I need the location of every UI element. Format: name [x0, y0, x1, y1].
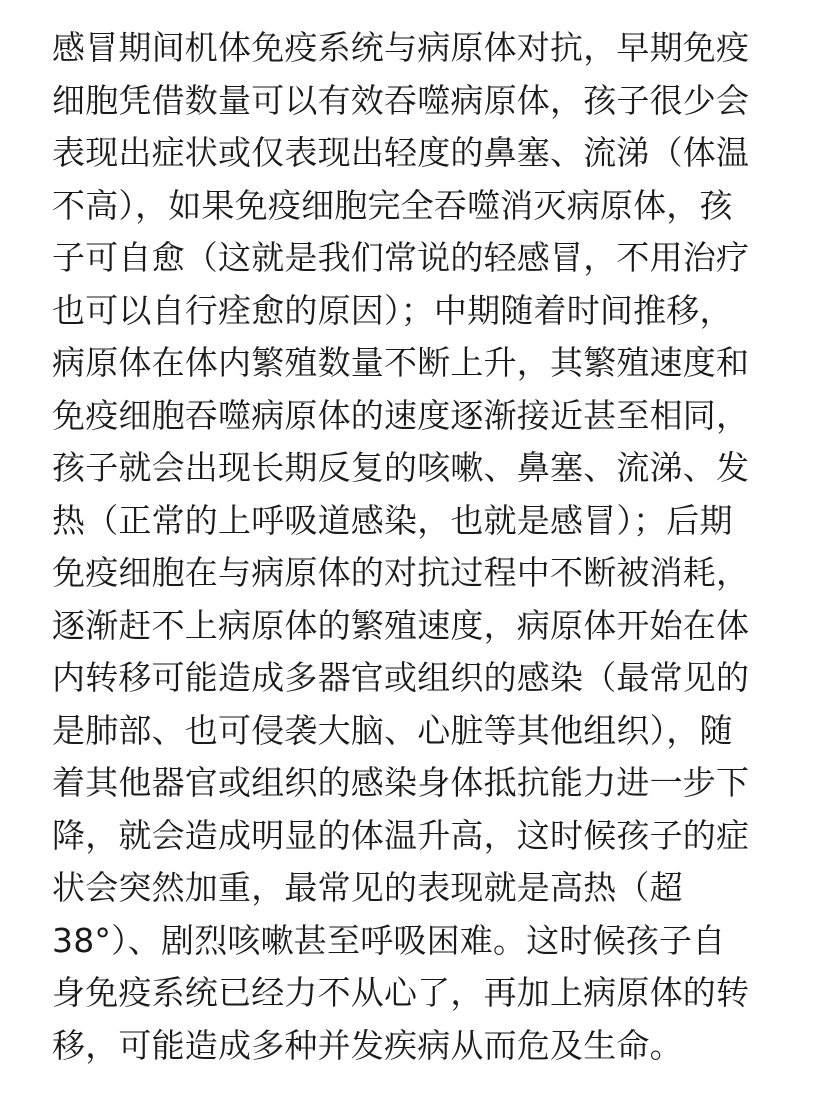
text-line: 降，就会造成明显的体温升高，这时候孩子的症 — [52, 815, 750, 855]
text-line: 免疫细胞吞噬病原体的速度逐渐接近甚至相同， — [52, 395, 750, 435]
text-line: 表现出症状或仅表现出轻度的鼻塞、流涕（体温 — [52, 133, 750, 172]
text-line: 38°）、剧烈咳嗽甚至呼吸困难。这时候孩子自 — [52, 920, 726, 960]
text-line: 是肺部、也可侵袭大脑、心脏等其他组织），随 — [52, 710, 733, 750]
text-line: 热（正常的上呼吸道感染，也就是感冒）；后期 — [52, 500, 733, 540]
text-line: 孩子就会出现长期反复的咳嗽、鼻塞、流涕、发 — [52, 448, 750, 487]
text-line: 不高），如果免疫细胞完全吞噬消灭病原体，孩 — [52, 185, 733, 225]
article-text — [52, 22, 792, 1072]
text-line: 状会突然加重，最常见的表现就是高热（超 — [52, 868, 683, 907]
text-line: 内转移可能造成多器官或组织的感染（最常见的 — [52, 658, 750, 697]
text-line: 细胞凭借数量可以有效吞噬病原体，孩子很少会 — [52, 80, 750, 120]
text-line: 逐渐赶不上病原体的繁殖速度，病原体开始在体 — [52, 605, 750, 645]
text-line: 着其他器官或组织的感染身体抵抗能力进一步下 — [52, 763, 750, 802]
text-line: 也可以自行痊愈的原因）；中期随着时间推移， — [52, 290, 733, 330]
text-line: 病原体在体内繁殖数量不断上升，其繁殖速度和 — [52, 343, 750, 382]
text-line: 移，可能造成多种并发疾病从而危及生命。 — [52, 1025, 683, 1065]
text-line: 感冒期间机体免疫系统与病原体对抗，早期免疫 — [52, 28, 750, 67]
text-line: 子可自愈（这就是我们常说的轻感冒，不用治疗 — [52, 238, 750, 277]
text-line: 身免疫系统已经力不从心了，再加上病原体的转 — [52, 973, 750, 1012]
text-line: 免疫细胞在与病原体的对抗过程中不断被消耗， — [52, 553, 750, 592]
